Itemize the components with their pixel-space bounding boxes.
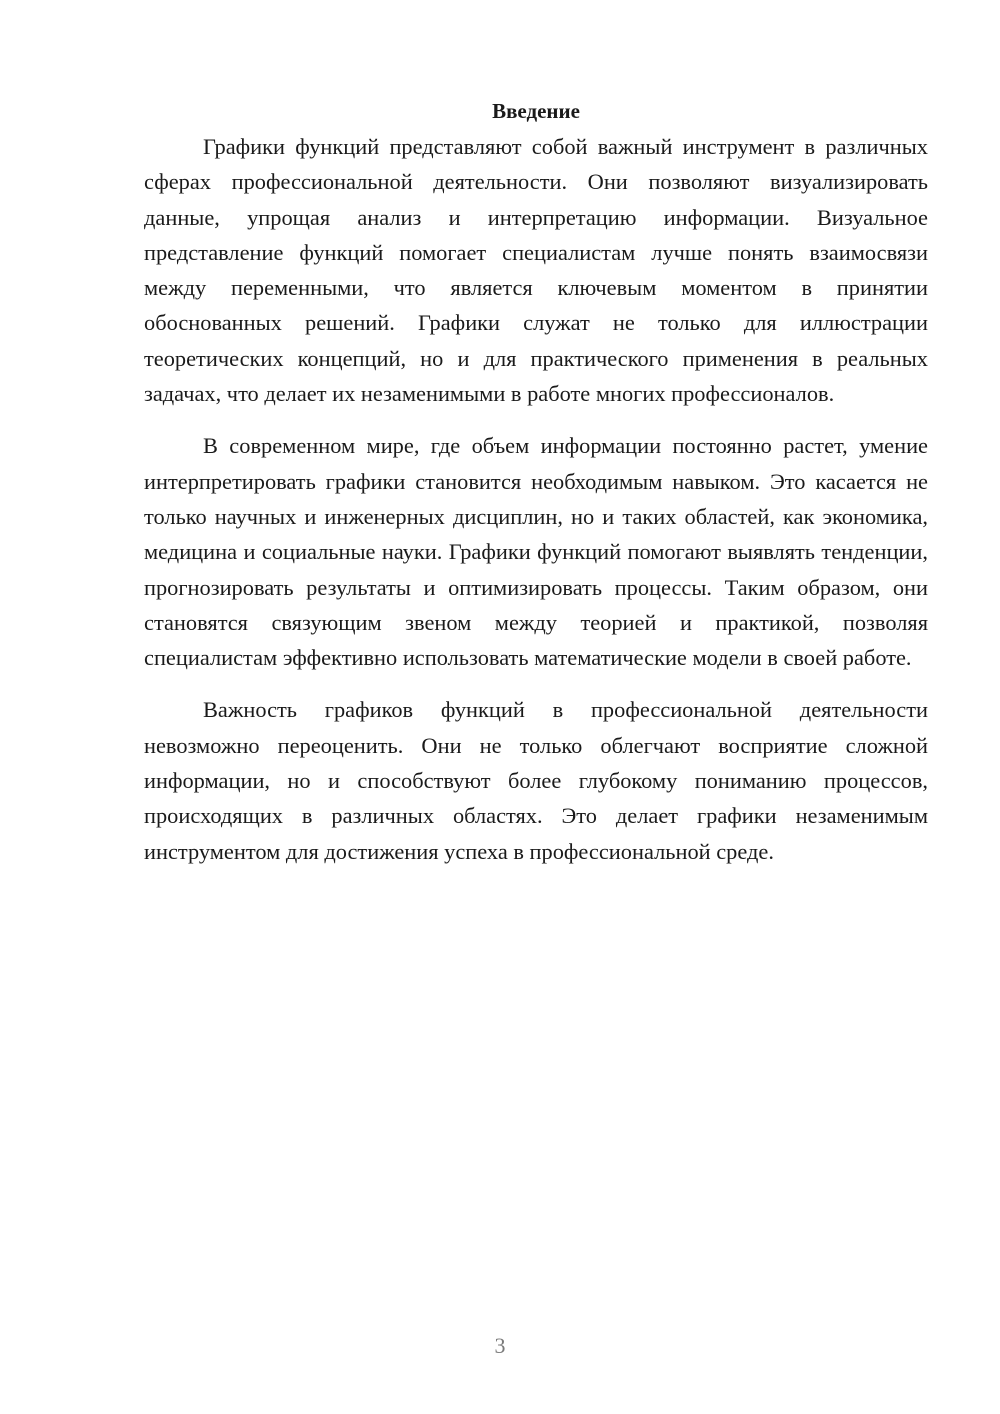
paragraph-3: Важность графиков функций в профессиональной деятельности невозможно переоценить. Они не только облегчают восприятие сложной информации, но и способствуют более глубокому пониманию процессов, происходящих в различных областях. Это делает графики незаменимым инструментом для достижения успеха в профессиональной среде. [144,697,928,864]
page-number: 3 [494,1333,506,1358]
paragraph-2: В современном мире, где объем информации постоянно растет, умение интерпретировать графики становится необходимым навыком. Это касается не только научных и инженерных дисциплин, но и таких областей, как экономика, медицина и социальные науки. Графики функций помогают выявлять тенденции, прогнозировать результаты и оптимизировать процессы. Таким образом, они становятся связующим звеном между теорией и практикой, позволяя специалистам эффективно использовать математические модели в своей работе. [144,433,928,671]
section-title: Введение [492,99,580,123]
page-content [144,94,928,869]
paragraph-1: Графики функций представляют собой важный инструмент в различных сферах профессиональной деятельности. Они позволяют визуализировать данные, упрощая анализ и интерпретацию информации. Визуальное представление функций помогает специалистам лучше понять взаимосвязи между переменными, что является ключевым моментом в принятии обоснованных решений. Графики служат не только для иллюстрации теоретических концепций, но и для практического применения в реальных задачах, что делает их незаменимыми в работе многих профессионалов. [144,134,928,407]
